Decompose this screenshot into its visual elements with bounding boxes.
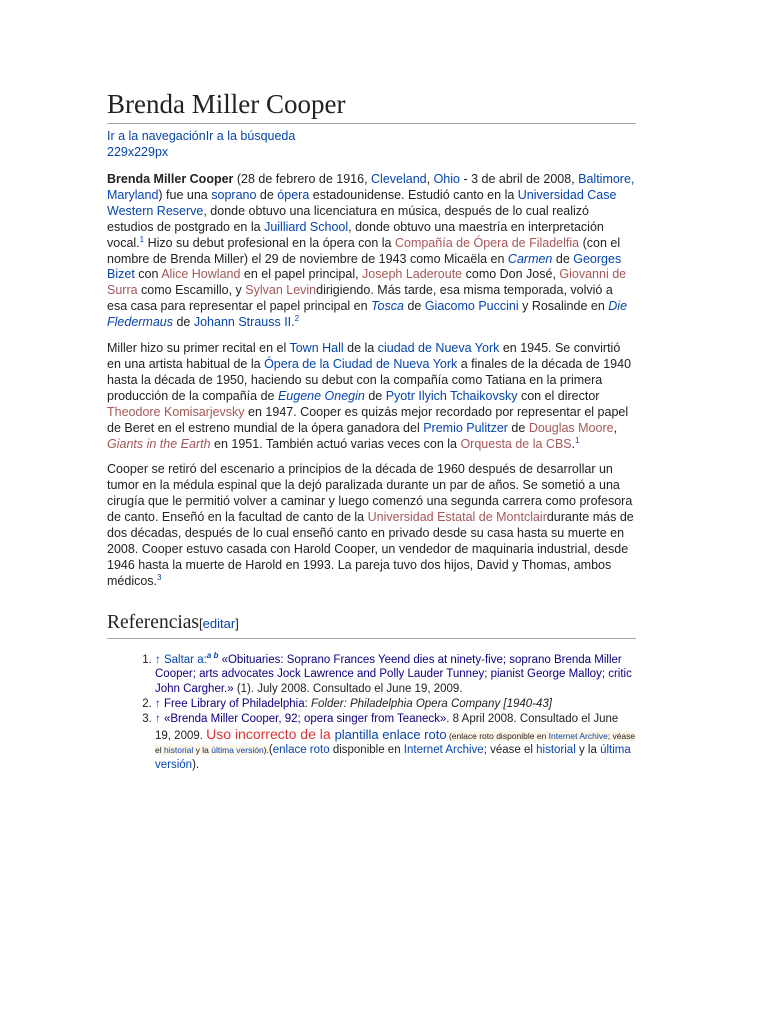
citation-1[interactable]: 1 [139,234,145,244]
reference-item [155,712,636,773]
text: Cooper se retiró del escenario a principios de la década de 1960 después de desarrollar un tumor en la médula espinal que la dejó paralizada durante un par de años. Se sometió a una cirugía que le permitió volver a caminar y luego comenzó una segunda carrera como profesora de canto. Enseñó en la facultad de canto de la [107,462,633,525]
backlink-arrow[interactable]: ↑ [155,698,161,711]
link-baltimore[interactable]: Baltimore, Maryland [107,172,635,202]
text: y Rosalinde en [518,299,609,314]
text: en el papel principal, [240,267,363,282]
reference-link-obituaries[interactable]: «Obituaries: Soprano Frances Yeend dies at ninety-five; soprano Brenda Miller Cooper; arts advocates Jock Lawrence and Polly Lauder Tunney; pianist George Malloy; critic John Cargher.» [155,653,632,696]
text: dirigiendo. Más tarde, esa misma temporada, volvió a esa casa para representar el papel principal en [107,283,613,314]
text: estadounidense. Estudió canto en la [309,187,518,202]
link-opera[interactable]: ópera [277,187,310,202]
link-komisarjevsky[interactable]: Theodore Komisarjevsky [107,404,245,419]
link-bizet[interactable]: Georges Bizet [107,251,622,282]
text: en 1947. Cooper es quizás mejor recordado por representar el papel de Beret en el estreno mundial de la ópera ganadora del [107,404,629,435]
text: ; véase el [155,730,636,756]
subject-name: Brenda Miller Cooper [107,172,234,186]
image-size-placeholder: 229x229px [107,145,169,159]
references-heading-text: Referencias [107,611,200,633]
text: ; véase el [483,744,537,757]
backlink-a[interactable]: a [206,650,212,660]
last-version-link-small[interactable]: última versión [211,745,264,756]
link-nyc-opera[interactable]: Ópera de la Ciudad de Nueva York [264,356,458,371]
text: en 1945. Se convirtió en una artista habitual de la [107,341,621,371]
text: (1). July 2008. Consultado el June 19, 2009. [233,683,463,696]
template-link[interactable]: plantilla enlace roto [334,726,447,742]
text: a finales de la década de 1940 hasta la década de 1950, haciendo su debut con la compañía como Tatiana en la primera producción de la compañía de [107,356,632,403]
link-giants-in-the-earth[interactable] [107,437,211,451]
text: (con el nombre de Brenda Miller) el 29 de noviembre de 1943 como Micaëla en [107,235,621,266]
link-strauss[interactable]: Johann Strauss II [193,315,292,330]
reference-link-free-library[interactable]: Free Library of Philadelphia [163,698,305,711]
page-title: Brenda Miller Cooper [107,86,636,124]
text: ). [263,745,269,756]
italic-title: Tosca [371,299,404,314]
internet-archive-link[interactable]: Internet Archive [403,744,484,757]
reference-item [155,650,636,697]
internet-archive-link-small[interactable]: Internet Archive [548,730,608,741]
link-onegin[interactable] [278,389,365,403]
italic-title: Die Fledermaus [107,299,628,330]
link-town-hall[interactable]: Town Hall [289,341,344,356]
later-life-paragraph [107,462,636,589]
link-juilliard[interactable]: Juilliard School [264,219,349,234]
text: ( [268,744,273,757]
link-cbs-orchestra[interactable]: Orquesta de la CBS [460,436,572,451]
text: de [364,388,386,403]
goto-search-link[interactable]: Ir a la búsqueda [205,129,296,143]
backlink-arrow[interactable]: ↑ [155,653,161,666]
edit-section [199,616,239,631]
references-heading [107,610,636,639]
text: y la [193,745,212,756]
text: ) fue una [158,187,212,202]
text: . 8 April 2008. Consultado el June 19, 2009. [155,712,619,742]
text: durante más de dos décadas, después de lo cual enseñó canto en privado desde su casa hasta su muerte en 2008. Cooper estuvo casada con Harold Cooper, un vendedor de maquinaria industrial, desde 1946 hasta la muerte de Harold en 1993. La pareja tuvo dos hijos, David y Thomas, ambos médicos. [107,510,634,588]
bracket: [ [199,615,203,631]
link-carmen[interactable] [508,252,552,266]
bracket: ] [235,615,239,631]
citation-2[interactable]: 2 [294,314,300,323]
citation-1[interactable]: 1 [575,435,580,445]
text: y la [575,744,601,757]
link-laderoute[interactable]: Joseph Laderoute [362,267,463,282]
text: (enlace roto disponible en [446,730,549,741]
link-compania-opera-filadelfia[interactable]: Compañía de Ópera de Filadelfia [394,235,580,250]
link-pulitzer[interactable]: Premio Pulitzer [423,420,508,435]
link-ohio[interactable]: Ohio [433,172,460,186]
article [107,86,636,773]
link-tosca[interactable] [371,299,404,313]
broken-link-label[interactable]: enlace roto [272,744,330,757]
text: de [552,251,574,266]
reference-item [155,697,636,712]
link-tchaikovsky[interactable]: Pyotr Ilyich Tchaikovsky [385,388,518,403]
jump-links [107,128,636,144]
text: , [426,172,434,186]
backlink-arrow[interactable]: ↑ [155,712,161,725]
text: Miller hizo su primer recital en el [107,341,290,356]
link-case-western[interactable]: Universidad Case Western Reserve [107,187,617,218]
link-montclair[interactable]: Universidad Estatal de Montclair [367,510,547,525]
backlink-b[interactable]: b [213,650,219,660]
link-soprano[interactable]: soprano [211,187,257,202]
text: como Escamillo, y [137,283,246,298]
edit-section-link[interactable]: editar [202,615,236,631]
text: de [403,299,425,314]
text: . [571,436,576,451]
italic-title: Eugene Onegin [277,388,365,403]
template-error: Uso incorrecto de la [206,725,335,742]
text: . [291,315,295,330]
text: : [304,698,311,711]
intro-paragraph [107,172,636,331]
text: , [613,420,618,435]
last-version-link[interactable]: última versión [155,744,631,772]
text: de la [343,341,378,356]
career-paragraph [107,341,636,452]
text: con [134,267,162,282]
link-nyc[interactable]: ciudad de Nueva York [377,341,500,356]
link-puccini[interactable]: Giacomo Puccini [424,299,519,314]
jump-to-label[interactable]: Saltar a: [163,653,207,666]
text: disponible en [329,744,404,757]
history-link-small[interactable]: historial [163,745,194,756]
text: , donde obtuvo una licenciatura en música, después de lo cual realizó estudios de postgrado en la [107,203,590,234]
references-list [107,650,636,773]
text: de [256,187,278,202]
text: - 3 de abril de 2008, [459,172,579,186]
link-douglas-moore[interactable]: Douglas Moore [528,420,614,435]
link-surra[interactable]: Giovanni de Surra [107,267,627,298]
link-cleveland[interactable]: Cleveland [371,172,427,186]
italic-title: Carmen [507,251,553,266]
goto-navigation-link[interactable]: Ir a la navegación [107,129,206,143]
text: en 1951. También actuó varias veces con la [210,436,461,451]
text: como Don José, [462,267,560,282]
text: de [507,420,529,435]
history-link[interactable]: historial [536,744,576,757]
text: (28 de febrero de 1916, [233,172,372,186]
text: de [173,315,194,330]
reference-link-obituary[interactable]: «Brenda Miller Cooper, 92; opera singer from Teaneck» [163,712,447,725]
link-levin[interactable]: Sylvan Levin [245,283,317,298]
folder-title: Folder: Philadelphia Opera Company [1940-43] [310,698,552,711]
text: , donde obtuvo una maestría en interpretación vocal. [107,219,604,250]
citation-3[interactable]: 3 [157,572,162,582]
text: Hizo su debut profesional en la ópera con la [144,235,395,250]
text: con el director [517,388,600,403]
italic-title: Giants in the Earth [107,436,211,451]
link-howland[interactable]: Alice Howland [161,267,241,282]
text: ). [192,759,200,772]
